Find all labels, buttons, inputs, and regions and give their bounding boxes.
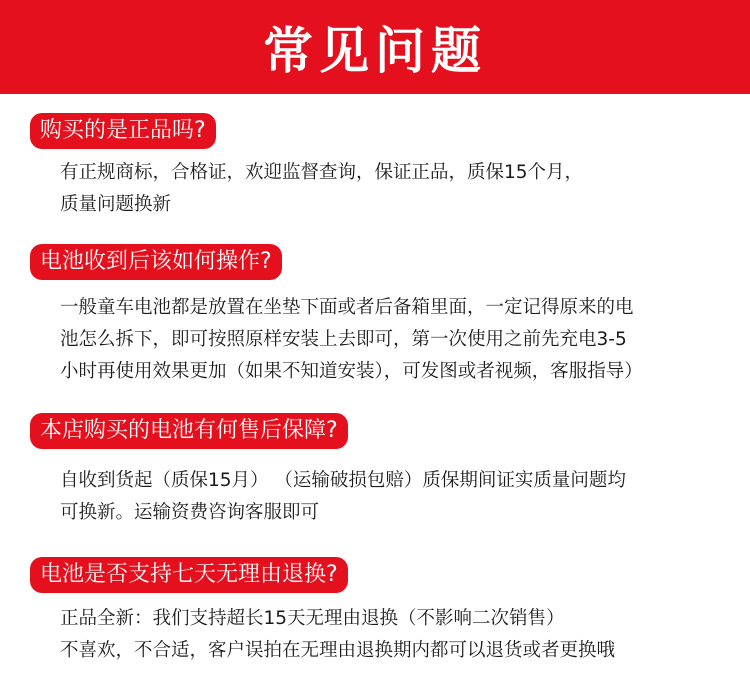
faq-answer xyxy=(60,603,728,667)
faq-answer-line: 不喜欢，不合适，客户误拍在无理由退换期内都可以退货或者更换哦 xyxy=(60,640,616,661)
faq-answer-line: 有正规商标，合格证，欢迎监督查询，保证正品，质保15个月， xyxy=(60,162,584,183)
faq-answer-line: 质量问题换新 xyxy=(60,194,172,215)
faq-answer-line: 可换新。运输资费咨询客服即可 xyxy=(60,502,320,523)
faq-answer-line: 小时再使用效果更加（如果不知道安装），可发图或者视频，客服指导） xyxy=(60,361,643,382)
faq-answer-line: 一般童车电池都是放置在坐垫下面或者后备箱里面，一定记得原来的电 xyxy=(60,297,634,318)
page-title: 常见问题 xyxy=(263,22,487,80)
faq-question-badge: 本店购买的电池有何售后保障? xyxy=(30,413,348,449)
faq-answer xyxy=(60,157,728,221)
faq-answer-line: 正品全新：我们支持超长15天无理由退换（不影响二次销售） xyxy=(60,608,565,629)
faq-answer-line: 自收到货起（质保15月） （运输破损包赔）质保期间证实质量问题均 xyxy=(60,470,626,491)
faq-question-badge: 购买的是正品吗? xyxy=(30,113,216,149)
faq-answer xyxy=(60,465,728,529)
faq-answer-line: 池怎么拆下，即可按照原样安装上去即可，第一次使用之前先充电3-5 xyxy=(60,329,627,350)
faq-question-badge: 电池收到后该如何操作? xyxy=(30,244,282,280)
faq-answer xyxy=(60,292,728,388)
page-header xyxy=(0,0,750,94)
faq-question-badge: 电池是否支持七天无理由退换? xyxy=(30,557,348,593)
